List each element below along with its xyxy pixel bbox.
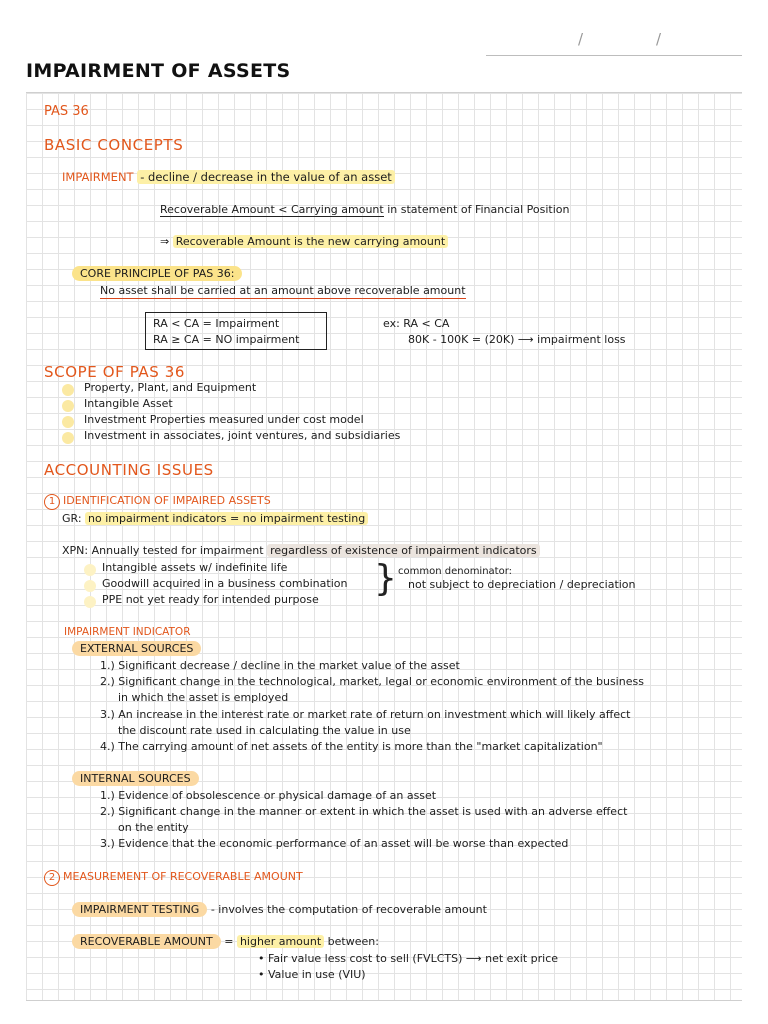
date-slash-2: / [656, 30, 662, 48]
external-sources-wrap [72, 642, 201, 655]
common-denominator-label: common denominator: [398, 566, 513, 577]
section-1-title-text: IDENTIFICATION OF IMPAIRED ASSETS [63, 494, 271, 507]
arrow-icon: ⇒ [160, 235, 170, 248]
ra-text-b: between: [327, 935, 379, 948]
section-2-title [44, 870, 303, 886]
external-item-3a: 3.) An increase in the interest rate or market rate of return on investment which will likely affect [100, 708, 631, 721]
internal-item-1: 1.) Evidence of obsolescence or physical damage of an asset [100, 789, 437, 802]
xpn-text-a: Annually tested for impairment [91, 544, 264, 557]
date-line [486, 54, 742, 56]
number-1-icon: 1 [44, 494, 60, 510]
gr-text: no impairment indicators = no impairment testing [85, 512, 368, 525]
curly-brace-icon: } [374, 558, 397, 599]
ra-item-2: • Value in use (VIU) [258, 968, 366, 981]
scope-item-4: Investment in associates, joint ventures, and subsidiaries [84, 429, 401, 442]
scope-item-3: Investment Properties measured under cost model [84, 413, 364, 426]
impairment-testing-label: IMPAIRMENT TESTING [72, 902, 207, 917]
bullet-dot [84, 564, 96, 576]
recoverable-amount-line [72, 935, 379, 948]
new-ca-text: Recoverable Amount is the new carrying amount [173, 235, 448, 248]
ra-text-a: higher amount [237, 935, 324, 948]
core-principle-text-wrap [100, 284, 466, 297]
bullet-dot [84, 580, 96, 592]
bullet-dot [62, 384, 74, 396]
bullet-dot [62, 416, 74, 428]
external-item-2a: 2.) Significant change in the technological, market, legal or economic environment of the business [100, 675, 644, 688]
internal-sources-label: INTERNAL SOURCES [72, 771, 199, 786]
formula-right: in statement of Financial Position [387, 203, 570, 216]
impairment-testing-text: - involves the computation of recoverable amount [210, 903, 487, 916]
ra-item-2-text: Value in use (VIU) [268, 968, 366, 981]
core-principle-label-wrap [72, 267, 242, 280]
common-denominator-text: not subject to depreciation / depreciation [408, 578, 636, 591]
formula-left: Recoverable Amount < Carrying amount [160, 203, 384, 216]
xpn-text-b: regardless of existence of impairment indicators [267, 544, 540, 557]
internal-sources-wrap [72, 772, 199, 785]
scope-item-1: Property, Plant, and Equipment [84, 381, 257, 394]
example-line-2: 80K - 100K = (20K) ⟶ impairment loss [408, 333, 626, 346]
ra-item-1-text: Fair value less cost to sell (FVLCTS) ⟶ net exit price [268, 952, 559, 965]
bullet-dot [84, 596, 96, 608]
ra-equals: = [224, 935, 234, 948]
xpn-item-2: Goodwill acquired in a business combination [102, 577, 348, 590]
external-item-1: 1.) Significant decrease / decline in the market value of the asset [100, 659, 460, 672]
recoverable-amount-label: RECOVERABLE AMOUNT [72, 934, 221, 949]
scope-item-2: Intangible Asset [84, 397, 173, 410]
impairment-indicator-heading: IMPAIRMENT INDICATOR [64, 626, 191, 638]
basic-concepts-heading: BASIC CONCEPTS [44, 136, 184, 154]
xpn-line [62, 544, 540, 557]
accounting-issues-heading: ACCOUNTING ISSUES [44, 461, 214, 479]
new-carrying-amount [160, 235, 448, 248]
external-item-4: 4.) The carrying amount of net assets of the entity is more than the "market capitalization" [100, 740, 603, 753]
example-line-1: ex: RA < CA [383, 317, 450, 330]
internal-item-2a: 2.) Significant change in the manner or extent in which the asset is used with an adverse effect [100, 805, 628, 818]
internal-item-3: 3.) Evidence that the economic performance of an asset will be worse than expected [100, 837, 569, 850]
section-2-title-text: MEASUREMENT OF RECOVERABLE AMOUNT [63, 870, 303, 883]
scope-heading: SCOPE OF PAS 36 [44, 363, 186, 381]
xpn-item-3: PPE not yet ready for intended purpose [102, 593, 319, 606]
section-1-title [44, 494, 271, 510]
number-2-icon: 2 [44, 870, 60, 886]
external-sources-label: EXTERNAL SOURCES [72, 641, 201, 656]
internal-item-2b: on the entity [118, 821, 189, 834]
gr-label: GR: [62, 512, 82, 525]
impairment-label: IMPAIRMENT [62, 170, 134, 184]
external-item-3b: the discount rate used in calculating the value in use [118, 724, 411, 737]
bullet-dot [62, 432, 74, 444]
formula-line [160, 203, 569, 216]
xpn-label: XPN: [62, 544, 89, 557]
date-slash-1: / [578, 30, 584, 48]
external-item-2b: in which the asset is employed [118, 691, 289, 704]
box-line-1: RA < CA = Impairment [153, 317, 280, 330]
ra-item-1: • Fair value less cost to sell (FVLCTS) ⟶ net exit price [258, 952, 559, 965]
testing-line [72, 903, 487, 916]
xpn-item-1: Intangible assets w/ indefinite life [102, 561, 288, 574]
core-principle-text: No asset shall be carried at an amount above recoverable amount [100, 284, 466, 297]
gr-line [62, 512, 368, 525]
box-line-2: RA ≥ CA = NO impairment [153, 333, 300, 346]
bullet-dot [62, 400, 74, 412]
pas-label: PAS 36 [44, 104, 89, 119]
impairment-definition [62, 170, 395, 184]
impairment-def-text: - decline / decrease in the value of an asset [137, 170, 395, 184]
core-principle-label: CORE PRINCIPLE OF PAS 36: [72, 266, 242, 281]
page-title: IMPAIRMENT OF ASSETS [26, 60, 291, 82]
